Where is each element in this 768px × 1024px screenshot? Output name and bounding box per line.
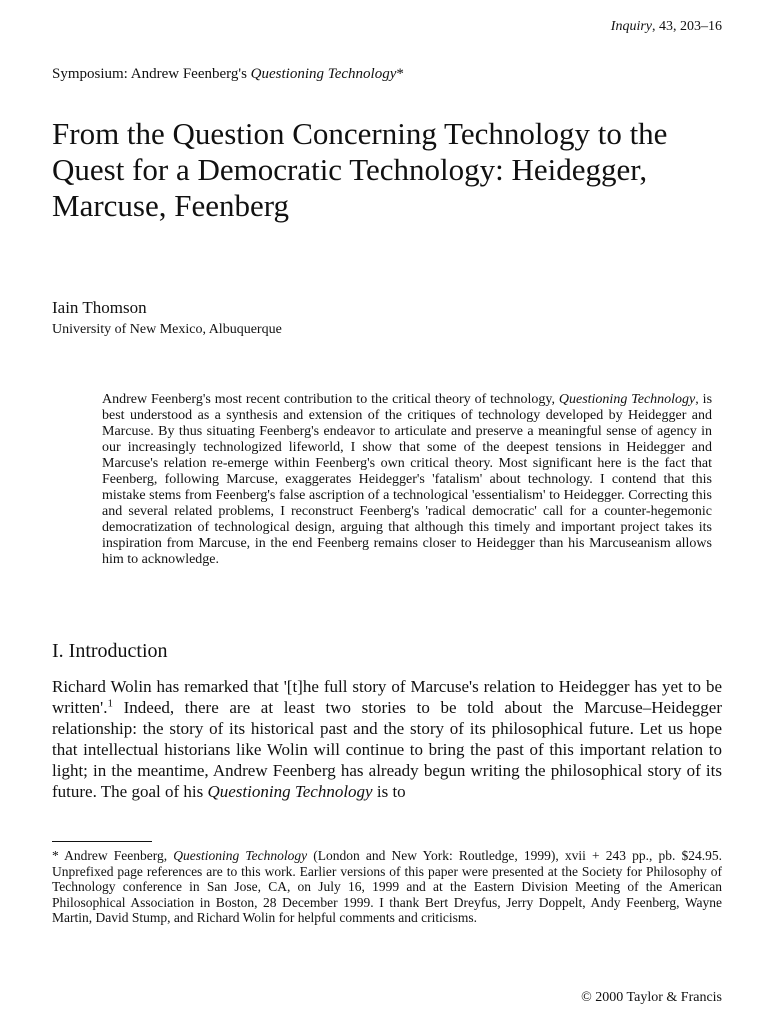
copyright-notice: © 2000 Taylor & Francis	[581, 990, 722, 1005]
journal-volume-pages: , 43, 203–16	[652, 19, 722, 34]
body-paragraph	[52, 676, 722, 802]
abstract-lead: Andrew Feenberg's most recent contribution to the critical theory of technology,	[102, 392, 555, 407]
body-part-3: is to	[372, 782, 406, 801]
section-heading: I. Introduction	[52, 640, 168, 662]
abstract	[102, 392, 712, 568]
footnote-book-title: Questioning Technology	[173, 848, 308, 863]
symposium-line	[52, 66, 404, 83]
abstract-book-title: Questioning Technology	[558, 392, 696, 407]
abstract-body: , is best understood as a synthesis and extension of the critiques of technology developed by Heidegger and Marcuse. By thus situating Feenberg's endeavor to articulate and preserve a meaningful sense of agency in our increasingly technologized lifeworld, I show that some of the deepest tensions in Heidegger and Marcuse's relation re-emerge within Feenberg's own critical theory. Most significant here is the fact that Feenberg, following Marcuse, exaggerates Heidegger's 'fatalism' about technology. I contend that this mistake stems from Feenberg's false ascription of a technological 'essentialism' to Heidegger. Correcting this and several related problems, I reconstruct Feenberg's 'radical democratic' call for a counter-hegemonic democratization of technological design, arguing that although this timely and important project takes its inspiration from Marcuse, in the end Feenberg remains closer to Heidegger than his Marcuseanism allows him to acknowledge.	[102, 392, 713, 567]
footnote	[52, 848, 722, 926]
body-part-1: Richard Wolin has remarked that '[t]he full story of Marcuse's relation to Heidegger has yet to be written'.	[52, 677, 722, 717]
article-title: From the Question Concerning Technology to the Quest for a Democratic Technology: Heidegger, Marcuse, Feenberg	[52, 116, 668, 223]
symposium-mark: *	[396, 66, 404, 82]
body-part-2: Indeed, there are at least two stories to be told about the Marcuse–Heidegger relationship: the story of its historical past and the story of its philosophical future. Let us hope that intellectual historians like Wolin will continue to bring the past of this important relation to light; in the meantime, Andrew Feenberg has already begun writing the philosophical story of its future. The goal of his	[52, 698, 722, 801]
journal-name: Inquiry	[610, 19, 652, 34]
symposium-book-title: Questioning Technology	[250, 66, 397, 82]
footnote-reference[interactable]: 1	[107, 697, 113, 710]
footnote-lead: * Andrew Feenberg,	[52, 848, 174, 863]
footnote-divider	[52, 841, 152, 842]
symposium-prefix: Symposium: Andrew Feenberg's	[52, 66, 251, 82]
author-affiliation: University of New Mexico, Albuquerque	[52, 322, 282, 337]
body-book-title: Questioning Technology	[207, 782, 373, 801]
author-name: Iain Thomson	[52, 298, 147, 317]
journal-citation	[611, 19, 722, 35]
footnote-body: (London and New York: Routledge, 1999), xvii + 243 pp., pb. $24.95. Unprefixed page references are to this work. Earlier versions of this paper were presented at the Society for Philosophy of Technology conference in San Jose, CA, on July 16, 1999 and at the Eastern Division Meeting of the American Philosophical Association in Boston, 28 December 1999. I thank Bert Dreyfus, Jerry Doppelt, Andy Feenberg, Wayne Martin, David Stump, and Richard Wolin for helpful comments and criticisms.	[52, 848, 723, 925]
